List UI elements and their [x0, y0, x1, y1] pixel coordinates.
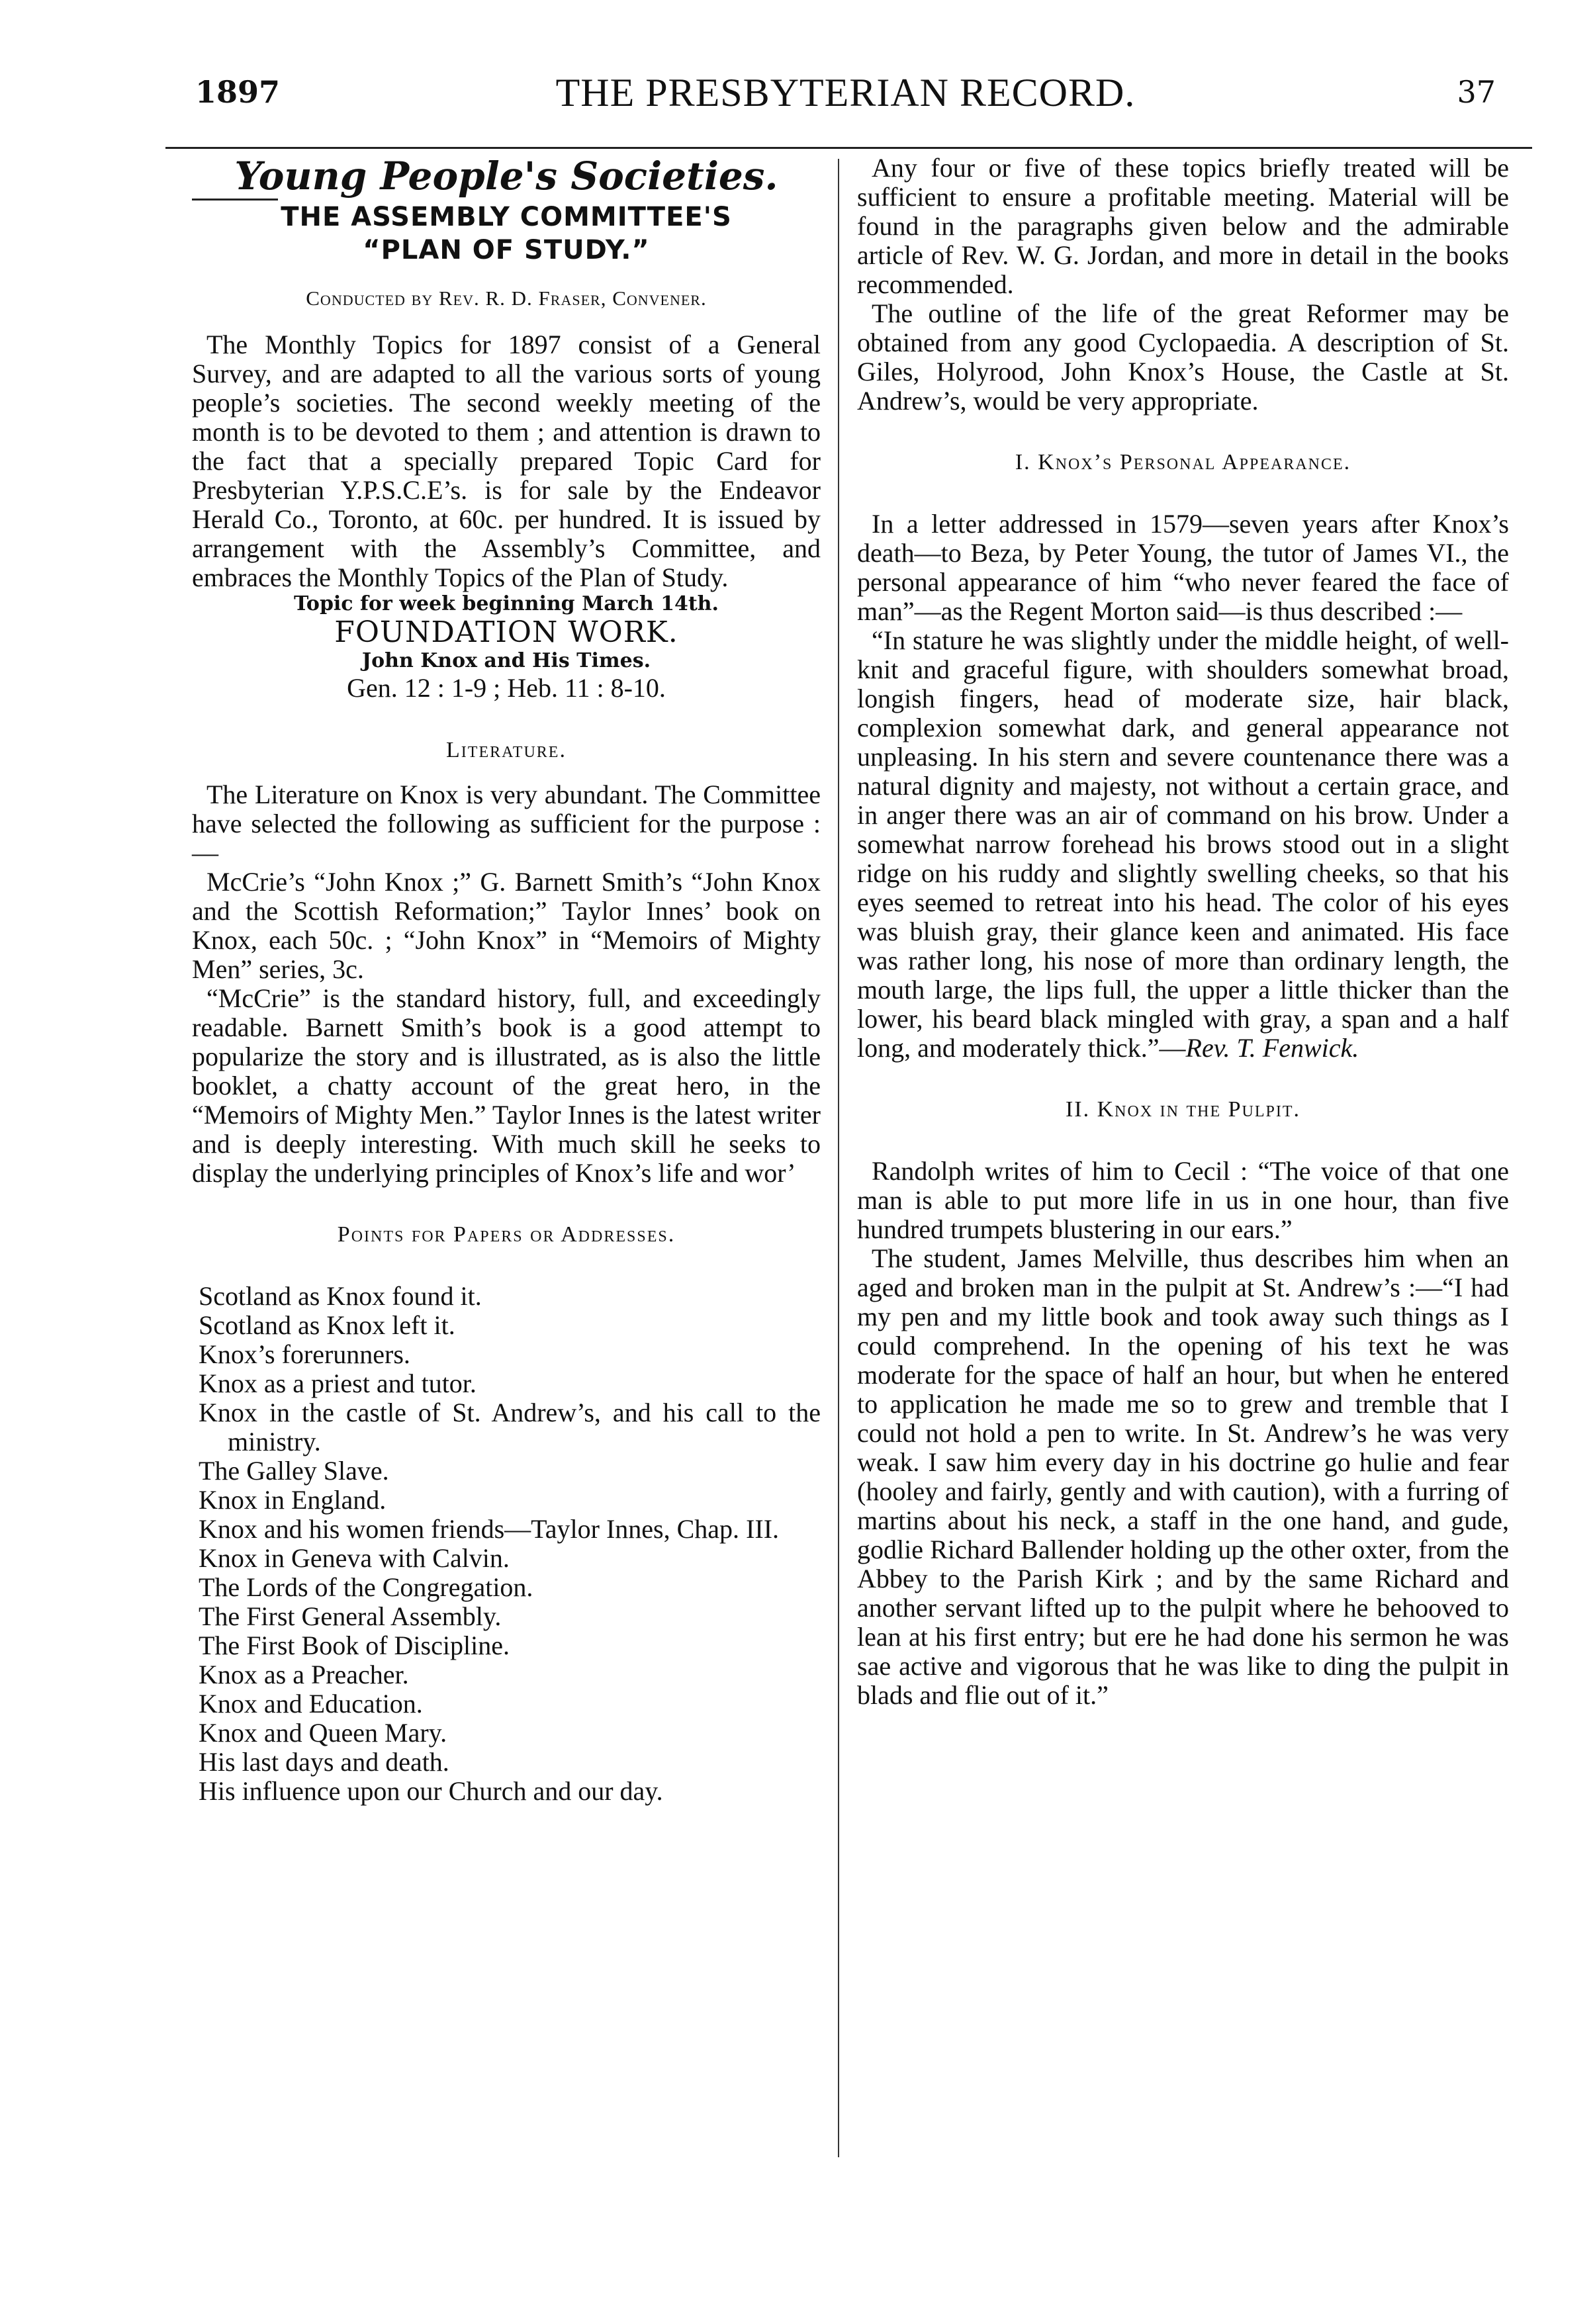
literature-paragraph-1: The Literature on Knox is very abundant. The Committee have selected the following as sufficient for the purpose :— [192, 780, 821, 868]
column-divider [838, 159, 839, 2157]
list-item: Knox as a priest and tutor. [199, 1368, 477, 1398]
attribution: Rev. T. Fenwick. [1185, 1033, 1359, 1063]
right-paragraph-4 [857, 626, 1509, 1063]
list-item: Knox as a Preacher. [199, 1660, 409, 1689]
list-item: His influence upon our Church and our day. [199, 1776, 663, 1806]
list-item: Knox in Geneva with Calvin. [199, 1543, 510, 1573]
list-item: The First General Assembly. [199, 1601, 502, 1631]
points-heading: Points for Papers or Addresses. [337, 1222, 676, 1247]
heading-personal-appearance: I. Knox’s Personal Appearance. [1015, 450, 1351, 474]
points-list [192, 1282, 821, 1806]
scripture-refs: Gen. 12 : 1-9 ; Heb. 11 : 8-10. [347, 673, 666, 703]
right-paragraph-1: Any four or five of these topics briefly treated will be sufficient to ensure a profitable meeting. Material will be found in the paragraphs given below and the admirable article of Rev. W. G. Jordan, and more in detail in the books recommended. [857, 153, 1509, 299]
right-column [857, 154, 1509, 1710]
topic-week: Topic for week beginning March 14th. [294, 592, 719, 615]
foundation-subtitle: John Knox and His Times. [361, 649, 651, 672]
list-item: Scotland as Knox left it. [199, 1310, 455, 1340]
literature-paragraph-2: McCrie’s “John Knox ;” G. Barnett Smith’s “John Knox and the Scottish Reformation;” Taylor Innes’ book on Knox, each 50c. ; “John Knox” in “Memoirs of Mighty Men” series, 3c. [192, 867, 821, 984]
plan-title-line2: “PLAN OF STUDY.” [363, 235, 650, 265]
heading-knox-in-pulpit: II. Knox in the Pulpit. [1065, 1097, 1301, 1122]
right-paragraph-3: In a letter addressed in 1579—seven years after Knox’s death—to Beza, by Peter Young, the tutor of James VI., the personal appearance of him “who never feared the face of man”—as the Regent Morton said—is thus described :— [857, 509, 1509, 626]
list-item: The First Book of Discipline. [199, 1631, 510, 1660]
literature-heading: Literature. [446, 738, 567, 762]
left-column [192, 154, 821, 1806]
list-item: Knox’s forerunners. [199, 1339, 410, 1369]
list-item: His last days and death. [199, 1747, 449, 1777]
header-rule [165, 147, 1532, 149]
list-item: Knox in the castle of St. Andrew’s, and his call to the ministry. [199, 1398, 821, 1456]
list-item: Knox in England. [199, 1485, 387, 1515]
section-title: Young People's Societies. [234, 154, 778, 199]
header-title: THE PRESBYTERIAN RECORD. [555, 71, 1136, 114]
foundation-title: FOUNDATION WORK. [334, 615, 678, 649]
plan-title-line1: THE ASSEMBLY COMMITTEE'S [281, 202, 732, 232]
page-number: 37 [1457, 74, 1496, 110]
list-item: Knox and his women friends—Taylor Innes, Chap. III. [199, 1514, 780, 1544]
list-item: The Galley Slave. [199, 1456, 389, 1486]
list-item: The Lords of the Congregation. [199, 1572, 533, 1602]
right-paragraph-5: Randolph writes of him to Cecil : “The voice of that one man is able to put more life in us in one hour, than five hundred trumpets blustering in our ears.” [857, 1156, 1509, 1244]
intro-paragraph: The Monthly Topics for 1897 consist of a General Survey, and are adapted to all the various sorts of young people’s societies. The second weekly meeting of the month is to be devoted to them ; and attention is drawn to the fact that a specially prepared Topic Card for Presbyterian Y.P.S.C.E’s. is for sale by the Endeavor Herald Co., Toronto, at 60c. per hundred. It is issued by arrangement with the Assembly’s Committee, and embraces the Monthly Topics of the Plan of Study. [192, 330, 821, 592]
right-paragraph-6: The student, James Melville, thus describes him when an aged and broken man in the pulpit at St. Andrew’s :—“I had my pen and my little book and took away such things as I could comprehend. In the opening of his text he was moderate for the space of half an hour, but when he entered to application he made me so to grew and tremble that I could not hold a pen to write. In St. Andrew’s he was very weak. I saw him every day in his doctrine go hulie and fear (hooley and fairly, gently and with caution), with a furring of martins about his neck, a staff in the one hand, and gude, godlie Richard Ballender holding up the other oxter, from the Abbey to the Parish Kirk ; and by the same Richard and another servant lifted up to the pulpit where he behooved to lean at his first entry; but ere he had done his sermon he was sae active and vigorous that he was like to ding the pulpit in blads and flie out of it.” [857, 1243, 1509, 1710]
list-item: Scotland as Knox found it. [199, 1281, 482, 1311]
header-year: 1897 [195, 74, 281, 110]
list-item: Knox and Queen Mary. [199, 1718, 447, 1748]
list-item: Knox and Education. [199, 1689, 423, 1719]
right-paragraph-2: The outline of the life of the great Reformer may be obtained from any good Cyclopaedia. A description of St. Giles, Holyrood, John Knox’s House, the Castle at St. Andrew’s, would be very appropriate. [857, 298, 1509, 416]
conducted-by: Conducted by Rev. R. D. Fraser, Convener. [306, 287, 707, 310]
literature-paragraph-3: “McCrie” is the standard history, full, and exceedingly readable. Barnett Smith’s book is a good attempt to popularize the story and is illustrated, as is also the little booklet, a chatty account of the great hero, in the “Memoirs of Mighty Men.” Taylor Innes is the latest writer and is deeply interesting. With much skill he seeks to display the underlying principles of Knox’s life and wor’ [192, 983, 821, 1188]
running-head [195, 71, 1496, 127]
description-quote: “In stature he was slightly under the middle height, of well-knit and graceful figure, with shoulders somewhat broad, longish fingers, head of moderate size, hair black, complexion somewhat dark, and general appearance not unpleasing. In his stern and severe countenance there was a natural dignity and majesty, not without a certain grace, and in anger there was an air of command on his brow. Under a somewhat narrow forehead his brows stood out in a slight ridge on his ruddy and slightly swelling cheeks, so that his eyes seemed to retreat into his head. The color of his eyes was bluish gray, their glance keen and animated. His face was rather long, his nose of more than ordinary length, the mouth large, the lips full, the upper a little thicker than the lower, his beard black mingled with gray, a span and a half long, and moderately thick.”— [857, 625, 1509, 1063]
